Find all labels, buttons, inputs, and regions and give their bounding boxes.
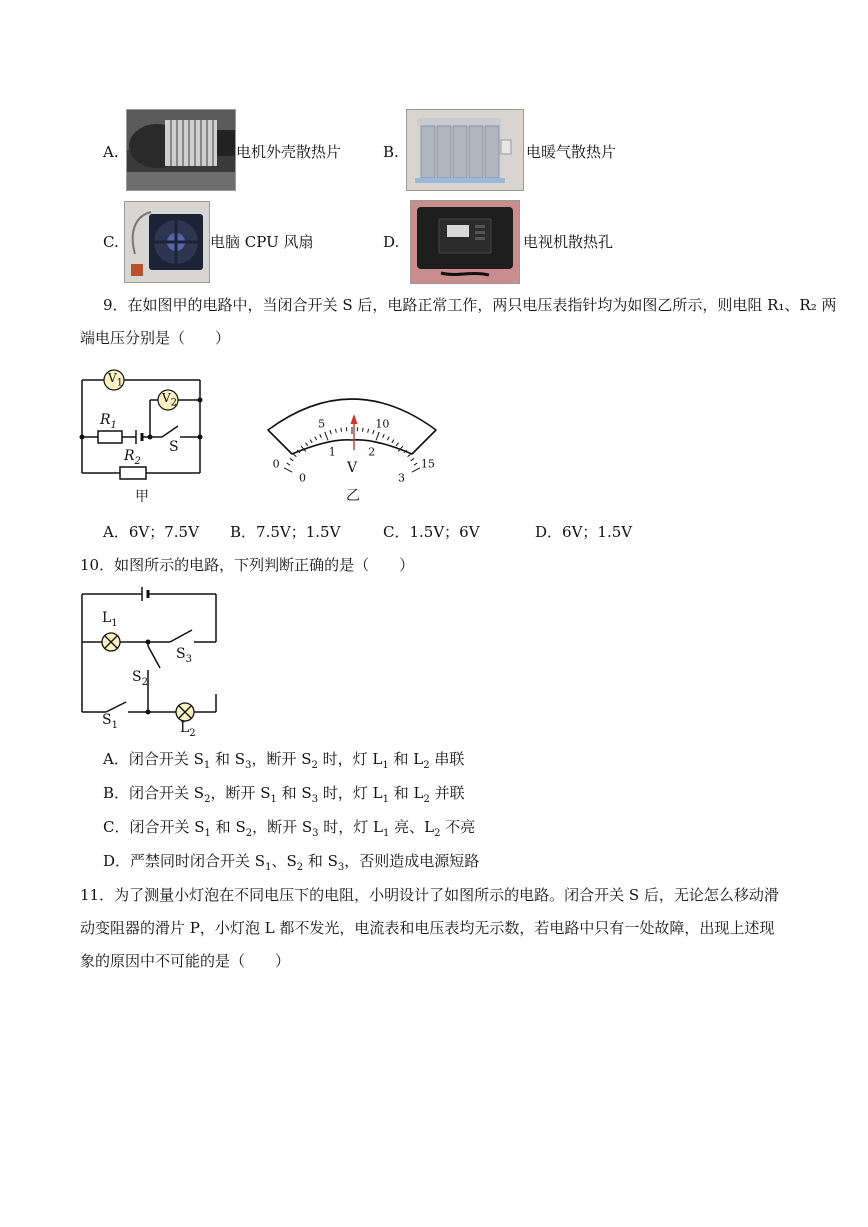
q8-option-c-text: 电脑 CPU 风扇 [210,233,314,251]
q11-stem-line1: 11．为了测量小灯泡在不同电压下的电阻，小明设计了如图所示的电路。闭合开关 S 后，无论怎么移动滑 [80,886,779,904]
q10-circuit-diagram [76,584,226,714]
q10-option-a: A．闭合开关 $S_1$ 和 $S_3$，断开 $S_2$ 时，灯 $L_1$ 和 $L_2$ 串联 [103,750,465,771]
q11-stem-line2: 动变阻器的滑片 P，小灯泡 L 都不发光，电流表和电压表均无示数，若电路中只有一处故障，出现上述现 [80,919,775,937]
dial-outer-label: 15 [420,457,435,471]
dial-tick [341,428,342,432]
dial-tick [412,468,420,472]
dial-inner-label: 0 [299,471,307,485]
dial-inner-label: 2 [368,445,376,459]
q10-option-c: C．闭合开关 $S_1$ 和 $S_2$，断开 $S_3$ 时，灯 $L_1$ 亮、$L_2$ 不亮 [103,818,476,839]
q9-option-d: D．6V；1.5V [535,523,633,541]
motor-heatsink-photo [126,109,236,191]
q9-v1-label: $V_1$ [108,371,124,389]
dial-tick [284,468,292,472]
q8-option-b-letter: B. [383,143,399,161]
q9-r1-label: $R_1$ [100,412,117,431]
q9-r2-label: $R_2$ [124,448,141,467]
dial-inner-label: 1 [328,445,336,459]
q9-v2-label: $V_2$ [162,391,178,409]
q8-option-d-letter: D. [383,233,400,251]
heater-fins-photo [406,109,524,191]
q8-option-a-letter: A. [103,143,119,161]
cpu-fan-photo [124,201,210,283]
dial-tick [411,458,414,460]
dial-tick [290,458,293,460]
q8-option-d-text: 电视机散热孔 [523,233,614,251]
q9-stem-line2: 端电压分别是（ ） [80,329,231,347]
q8-option-a-text: 电机外壳散热片 [236,143,342,161]
q9-dial-unit: V [347,460,358,476]
dial-tick [287,463,290,465]
q10-stem: 10．如图所示的电路，下列判断正确的是（ ） [80,556,415,574]
q8-option-c-letter: C. [103,233,119,251]
dial-outer-label: 5 [318,417,326,431]
dial-tick [293,454,296,457]
dial-tick [362,428,363,432]
dial-outer-label: 0 [272,457,280,471]
q9-figure-jia-caption: 甲 [135,489,149,505]
q9-figure-yi-caption: 乙 [346,488,360,504]
q8-option-b-text: 电暖气散热片 [526,143,617,161]
tv-back-photo [410,200,520,284]
q10-s3-label: $S_3$ [176,646,192,665]
q9-option-c: C．1.5V；6V [383,523,480,541]
q9-option-b: B．7.5V；1.5V [230,523,341,541]
q10-s2-label: $S_2$ [132,669,148,688]
q10-l2-label: $L_2$ [180,720,196,739]
dial-outer-label: 10 [375,417,390,431]
dial-tick [408,454,411,457]
dial-tick [414,463,417,465]
q10-option-d: D．严禁同时闭合开关 $S_1$、$S_2$ 和 $S_3$，否则造成电源短路 [103,852,480,873]
q10-l1-label: $L_1$ [102,610,118,629]
q9-switch-s-label: S [169,439,179,455]
q9-stem-line1: 9．在如图甲的电路中，当闭合开关 S 后，电路正常工作，两只电压表指针均为如图乙所示，则电阻 R₁、R₂ 两 [103,296,837,314]
q9-option-a: A．6V；7.5V [103,523,199,541]
q10-s1-label: $S_1$ [102,712,118,731]
q9-voltmeter-dial-yi [262,386,442,485]
dial-inner-label: 3 [397,471,405,485]
q10-option-b: B．闭合开关 $S_2$，断开 $S_1$ 和 $S_3$ 时，灯 $L_1$ 和 $L_2$ 并联 [103,784,465,805]
q11-stem-line3: 象的原因中不可能的是（ ） [80,952,291,970]
